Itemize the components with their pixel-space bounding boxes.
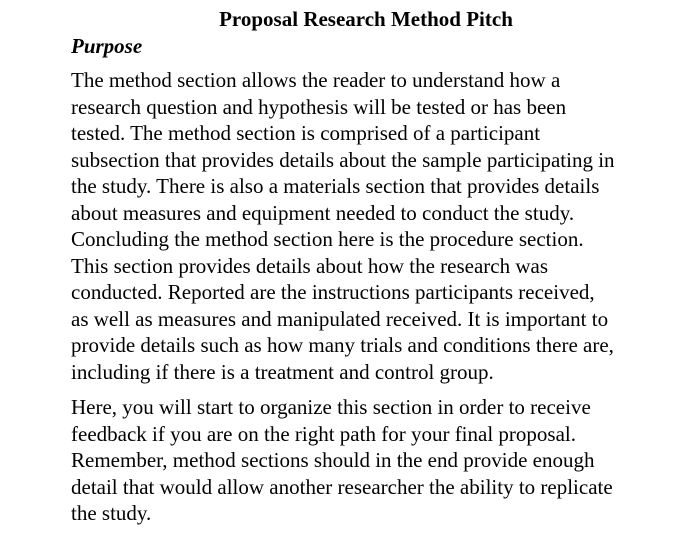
paragraph-method-description	[71, 67, 671, 385]
text-line: tested. The method section is comprised of a participant	[71, 121, 541, 145]
text-line: Here, you will start to organize this section in order to receive	[71, 395, 591, 419]
paragraph-instructions	[71, 394, 671, 527]
text-line: detail that would allow another researcher the ability to replicate	[71, 474, 613, 499]
text-line: the study. There is also a materials section that provides details	[71, 174, 600, 198]
text-line: subsection that provides details about the sample participating in	[71, 147, 615, 172]
text-line: research question and hypothesis will be tested or has been	[71, 94, 567, 119]
text-line: provide details such as how many trials and conditions there are,	[71, 333, 614, 357]
text-line: The method section allows the reader to understand how a	[71, 68, 561, 92]
text-line: conducted. Reported are the instructions participants received,	[71, 280, 595, 304]
text-line: Remember, method sections should in the end provide enough	[71, 448, 595, 472]
text-line: including if there is a treatment and control group.	[71, 359, 494, 384]
section-heading-purpose: Purpose	[71, 34, 143, 58]
text-line: feedback if you are on the right path for your final proposal.	[71, 421, 576, 446]
text-line: about measures and equipment needed to conduct the study.	[71, 200, 575, 225]
text-line: the study.	[71, 501, 152, 525]
text-line: Concluding the method section here is the procedure section.	[71, 227, 584, 251]
text-line: This section provides details about how the research was	[71, 253, 549, 278]
text-line: as well as measures and manipulated received. It is important to	[71, 306, 609, 331]
document-title: Proposal Research Method Pitch	[219, 7, 513, 31]
